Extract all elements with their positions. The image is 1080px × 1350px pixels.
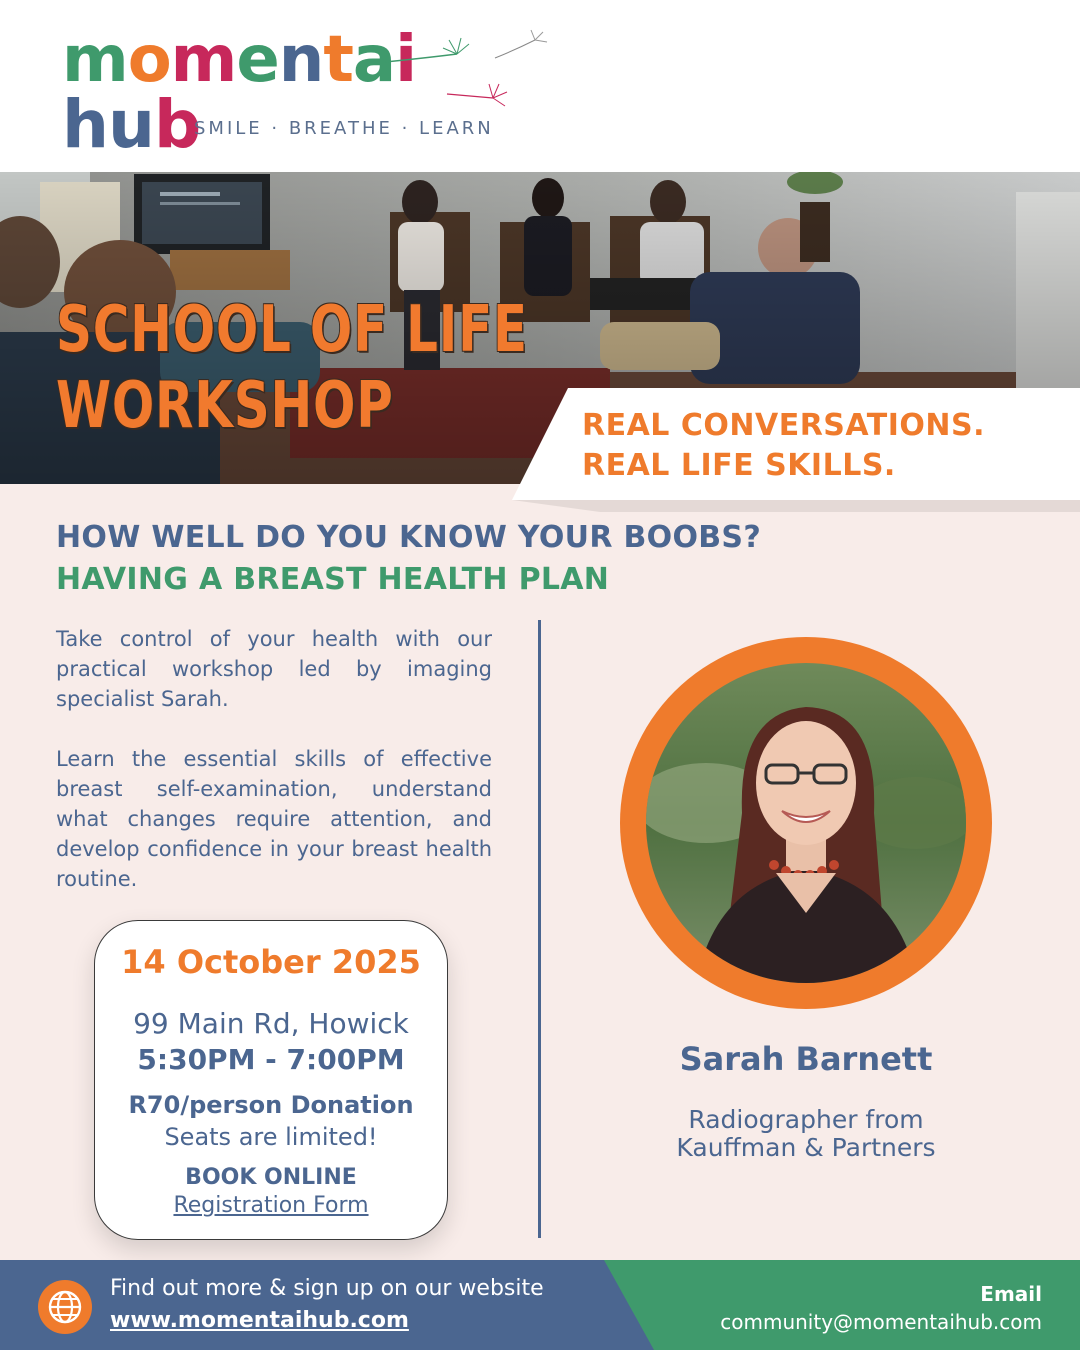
event-date: 14 October 2025 xyxy=(121,943,421,981)
headline-subtitle: HAVING A BREAST HEALTH PLAN xyxy=(56,562,610,597)
details-paragraph: Learn the essential skills of effective breast self-examination, understand what changes require attention, and develop confidence in your breast health routine. xyxy=(56,747,492,891)
event-time: 5:30PM - 7:00PM xyxy=(137,1043,405,1076)
footer-background xyxy=(0,1260,1080,1350)
email-label: Email xyxy=(980,1282,1042,1306)
footer-info-text: Find out more & sign up on our website xyxy=(110,1276,544,1301)
book-online-label: BOOK ONLINE xyxy=(185,1165,357,1190)
event-price: R70/person Donation xyxy=(128,1091,414,1119)
speaker-role-line1: Radiographer from xyxy=(688,1105,924,1134)
hero-title-line1: SCHOOL OF LIFE xyxy=(56,293,528,367)
seats-note: Seats are limited! xyxy=(164,1123,378,1151)
speaker-photo xyxy=(646,663,966,983)
slogan-line1: REAL CONVERSATIONS. xyxy=(582,408,986,443)
brand-tagline: SMILE · BREATHE · LEARN xyxy=(194,118,494,139)
footer xyxy=(0,1260,1080,1350)
globe-icon xyxy=(38,1280,92,1334)
email-link[interactable]: community@momentaihub.com xyxy=(720,1310,1042,1334)
speaker-portrait xyxy=(620,637,992,1009)
speaker-name: Sarah Barnett xyxy=(679,1040,933,1078)
website-link[interactable]: www.momentaihub.com xyxy=(110,1308,409,1333)
slogan xyxy=(582,406,985,486)
registration-form-link[interactable]: Registration Form xyxy=(173,1193,369,1218)
hero-title-line2: WORKSHOP xyxy=(56,369,394,443)
slogan-line2: REAL LIFE SKILLS. xyxy=(582,448,896,483)
headline-question: HOW WELL DO YOU KNOW YOUR BOOBS? xyxy=(56,520,762,555)
logo-hub: hub xyxy=(62,86,201,163)
event-address: 99 Main Rd, Howick xyxy=(133,1007,409,1040)
speaker-role xyxy=(620,1106,992,1162)
logo-momentai: momentai xyxy=(62,23,417,97)
event-card xyxy=(94,920,448,1240)
column-divider xyxy=(538,620,541,1238)
intro-paragraph: Take control of your health with our practical workshop led by imaging specialist Sarah. xyxy=(56,627,492,711)
speaker-role-line2: Kauffman & Partners xyxy=(676,1133,936,1162)
